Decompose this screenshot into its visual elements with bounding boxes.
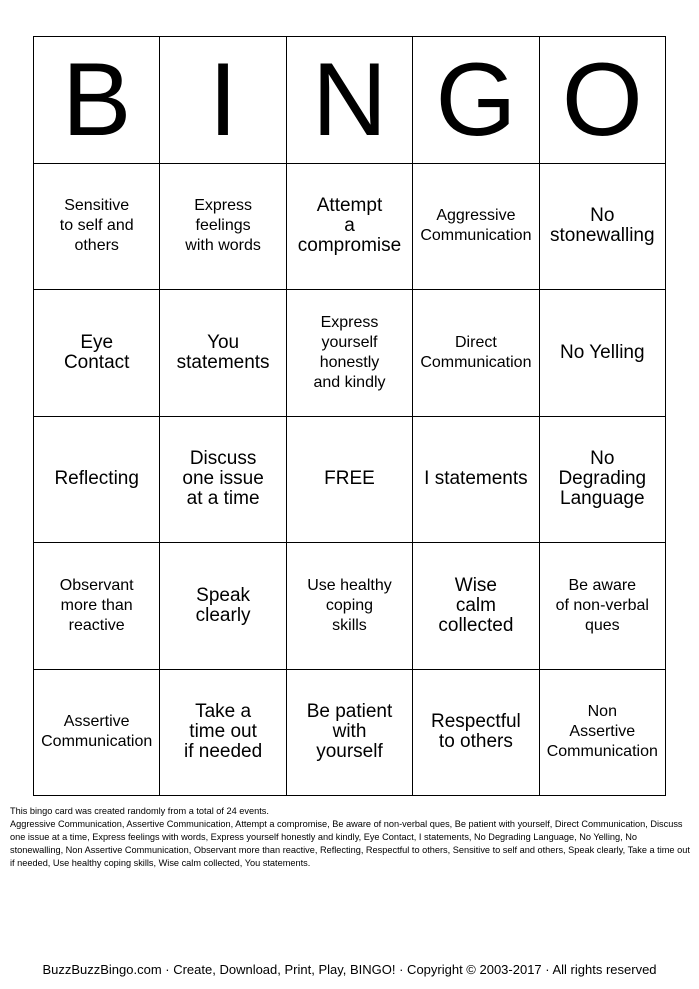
cell-text: You statements [176, 331, 270, 373]
cell-text: No stonewalling [550, 205, 655, 247]
bingo-cell [160, 417, 286, 544]
bingo-cell [540, 417, 666, 544]
bingo-cell [413, 164, 539, 291]
bingo-cell [540, 290, 666, 417]
bingo-cell [413, 670, 539, 797]
bingo-cell [160, 164, 286, 291]
bingo-cell [287, 164, 413, 291]
bingo-cell [413, 543, 539, 670]
bingo-cell [160, 543, 286, 670]
bingo-cell [34, 290, 160, 417]
bingo-cell [34, 417, 160, 544]
cell-text: Express feelings with words [185, 197, 261, 255]
cell-text: Be aware of non-verbal ques [555, 576, 649, 634]
header-letter-b: B [34, 37, 160, 164]
cell-text: Respectful to others [431, 711, 521, 753]
footer-event-list: Aggressive Communication, Assertive Communication, Attempt a compromise, Be aware of non-verbal ques, Be patient with yourself, Direct Communication, Discuss one issue at a time, Express feelings with words, Express yourself honestly and kindly, Eye Contact, I statements, No Degrading Language, No Yelling, No stonewalling, Non Assertive Communication, Observant more than reactive, Reflecting, Respectful to others, Sensitive to self and others, Speak clearly, Take a time out if needed, Use healthy coping skills, Wise calm collected, You statements. [10, 819, 690, 868]
footer-intro: This bingo card was created randomly from a total of 24 events. [10, 806, 269, 816]
header-letter-g: G [413, 37, 539, 164]
cell-text: Take a time out if needed [184, 701, 263, 763]
header-letter-n: N [287, 37, 413, 164]
cell-text: Eye Contact [63, 331, 130, 373]
bingo-cell [34, 543, 160, 670]
bingo-cell [160, 290, 286, 417]
cell-text: No Degrading Language [558, 448, 647, 510]
bingo-cell [413, 417, 539, 544]
bingo-cell [287, 670, 413, 797]
free-space-cell [287, 417, 413, 544]
bingo-cell [287, 290, 413, 417]
cell-text: Assertive Communication [41, 713, 153, 751]
cell-text: Observant more than reactive [59, 576, 134, 634]
cell-text: Non Assertive Communication [546, 703, 658, 761]
bingo-cell [540, 164, 666, 291]
cell-text: Speak clearly [195, 584, 251, 626]
header-letter-i: I [160, 37, 286, 164]
bingo-cell [287, 543, 413, 670]
cell-text: Be patient with yourself [306, 701, 393, 763]
cell-text: Wise calm collected [438, 574, 514, 636]
cell-text: Sensitive to self and others [59, 197, 134, 255]
cell-text: Aggressive Communication [420, 207, 532, 245]
bingo-card [33, 36, 666, 796]
copyright-line: BuzzBuzzBingo.com · Create, Download, Print, Play, BINGO! · Copyright © 2003-2017 · All rights reserved [42, 962, 657, 977]
bingo-cell [34, 670, 160, 797]
bingo-cell [160, 670, 286, 797]
free-space-text: FREE [324, 468, 375, 490]
cell-text: Direct Communication [420, 333, 532, 371]
cell-text: I statements [424, 468, 528, 490]
bingo-cell [34, 164, 160, 291]
header-letter-o: O [540, 37, 666, 164]
event-list-footer [10, 805, 690, 870]
bingo-cell [413, 290, 539, 417]
bingo-cell [540, 543, 666, 670]
cell-text: Express yourself honestly and kindly [313, 313, 386, 391]
cell-text: Discuss one issue at a time [182, 448, 264, 510]
cell-text: Attempt a compromise [297, 195, 402, 257]
bingo-cell [540, 670, 666, 797]
cell-text: Reflecting [54, 468, 139, 490]
cell-text: No Yelling [560, 341, 645, 363]
cell-text: Use healthy coping skills [307, 576, 392, 634]
